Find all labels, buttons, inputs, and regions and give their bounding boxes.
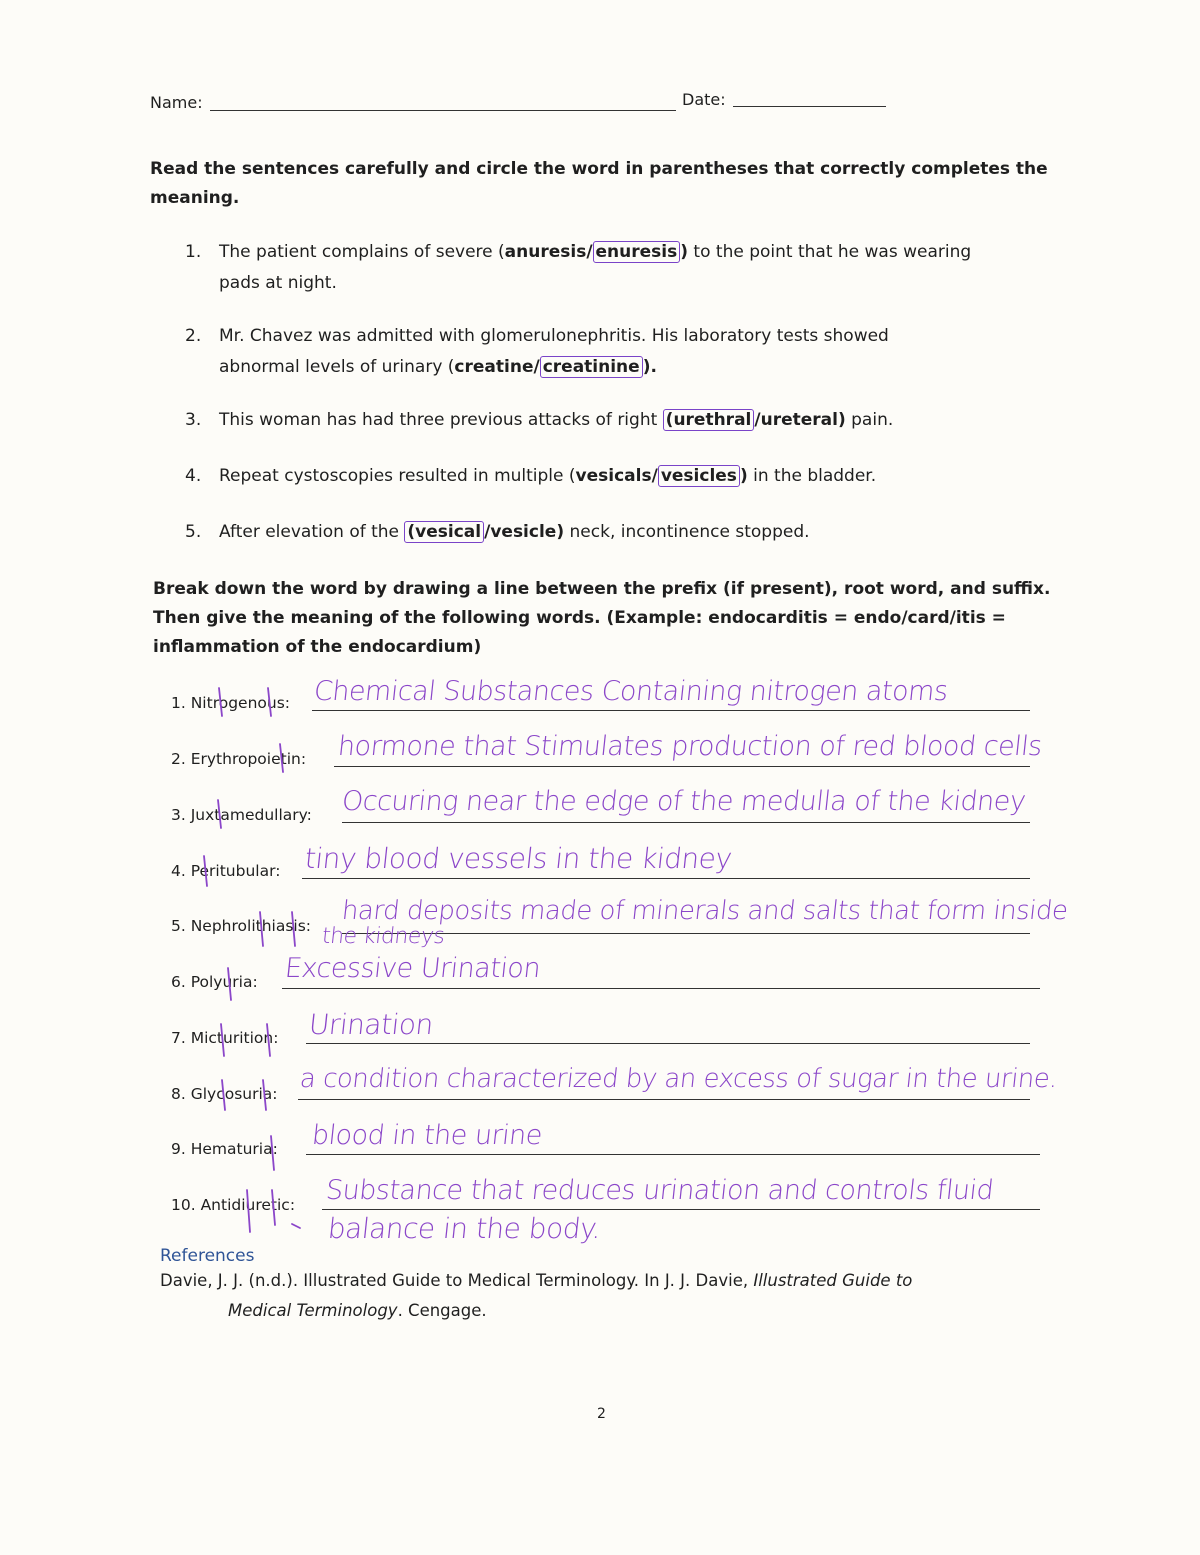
circled-answer: enuresis	[593, 241, 681, 263]
division-mark	[222, 1080, 225, 1110]
date-label: Date:	[682, 90, 726, 109]
term-label: 4. Peritubular:	[171, 862, 281, 880]
division-mark	[260, 912, 263, 946]
circled-answer: (urethral	[663, 409, 755, 431]
handwritten-answer: hard deposits made of minerals and salts that form inside	[340, 896, 1070, 926]
handwritten-answer: Urination	[307, 1008, 435, 1041]
handwritten-answer: Occuring near the edge of the medulla of the kidney	[340, 786, 1027, 817]
page-number: 2	[597, 1406, 606, 1422]
division-mark	[272, 1190, 275, 1225]
division-mark	[247, 1190, 250, 1232]
term-label: 10. Antidiuretic:	[171, 1196, 296, 1214]
division-mark	[271, 1136, 274, 1170]
term-label: 6. Polyuria:	[171, 973, 258, 991]
term-label: 8. Glycosuria:	[171, 1085, 278, 1103]
circled-answer: creatinine	[540, 356, 643, 378]
division-mark	[204, 856, 207, 886]
division-mark	[221, 1024, 224, 1056]
item-number: 5.	[185, 522, 202, 542]
division-mark	[218, 800, 221, 828]
circled-answer: (vesical	[404, 521, 484, 543]
term-label: 1. Nitrogenous:	[171, 694, 291, 712]
sentence-item-3: 3. This woman has had three previous attacks of right (urethral /ureteral) pain.	[219, 405, 1039, 436]
item-number: 3.	[185, 410, 202, 430]
handwritten-answer: a condition characterized by an excess of sugar in the urine.	[298, 1064, 1059, 1094]
handwritten-answer-continued: balance in the body.	[326, 1212, 603, 1245]
division-mark	[292, 1224, 300, 1228]
reference-entry: Davie, J. J. (n.d.). Illustrated Guide to Medical Terminology. In J. J. Davie, Illustrated Guide to Medical Terminology. Cengage.	[160, 1271, 913, 1320]
division-mark	[292, 912, 295, 946]
term-label: 9. Hematuria:	[171, 1140, 278, 1158]
division-mark	[219, 688, 222, 716]
term-label: 7. Micturition:	[171, 1029, 279, 1047]
sentence-item-2: 2. Mr. Chavez was admitted with glomerulonephritis. His laboratory tests showed abnormal levels of urinary (creatine/ creatinine ).	[219, 321, 1039, 383]
handwritten-answer: Excessive Urination	[283, 953, 542, 984]
item-number: 4.	[185, 466, 202, 486]
division-mark	[268, 688, 271, 716]
handwritten-answer: Substance that reduces urination and controls fluid	[324, 1175, 995, 1206]
name-label: Name:	[150, 93, 203, 112]
references-heading: References	[160, 1246, 255, 1266]
term-label: 3. Juxtamedullary:	[171, 806, 312, 824]
division-mark	[280, 744, 283, 772]
division-mark	[263, 1080, 266, 1110]
term-label: 5. Nephrolithiasis:	[171, 917, 312, 935]
item-number: 2.	[185, 326, 202, 346]
sentence-item-5: 5. After elevation of the (vesical /vesicle) neck, incontinence stopped.	[219, 517, 1039, 548]
handwritten-answer-continued: the kidneys	[320, 924, 446, 949]
sentence-item-4: 4. Repeat cystoscopies resulted in multiple (vesicals/ vesicles ) in the bladder.	[219, 461, 1039, 492]
handwritten-answer: tiny blood vessels in the kidney	[303, 842, 734, 875]
handwritten-answer: blood in the urine	[310, 1120, 544, 1151]
term-label: 2. Erythropoietin:	[171, 750, 307, 768]
sentence-item-1: 1. The patient complains of severe (anuresis/ enuresis ) to the point that he was wearing pads at night.	[219, 237, 1039, 299]
part1-instructions: Read the sentences carefully and circle the word in parentheses that correctly completes the meaning.	[150, 159, 1048, 208]
item-number: 1.	[185, 242, 202, 262]
division-mark	[267, 1024, 270, 1056]
part2-instructions: Break down the word by drawing a line between the prefix (if present), root word, and suffix. Then give the meaning of the following words. (Example: endocarditis = endo/card/itis = inflammation of the endocardium)	[153, 579, 1051, 657]
division-mark	[228, 968, 231, 1000]
handwritten-answer: hormone that Stimulates production of red blood cells	[336, 731, 1044, 762]
circled-answer: vesicles	[658, 465, 740, 487]
handwritten-answer: Chemical Substances Containing nitrogen atoms	[312, 676, 950, 707]
